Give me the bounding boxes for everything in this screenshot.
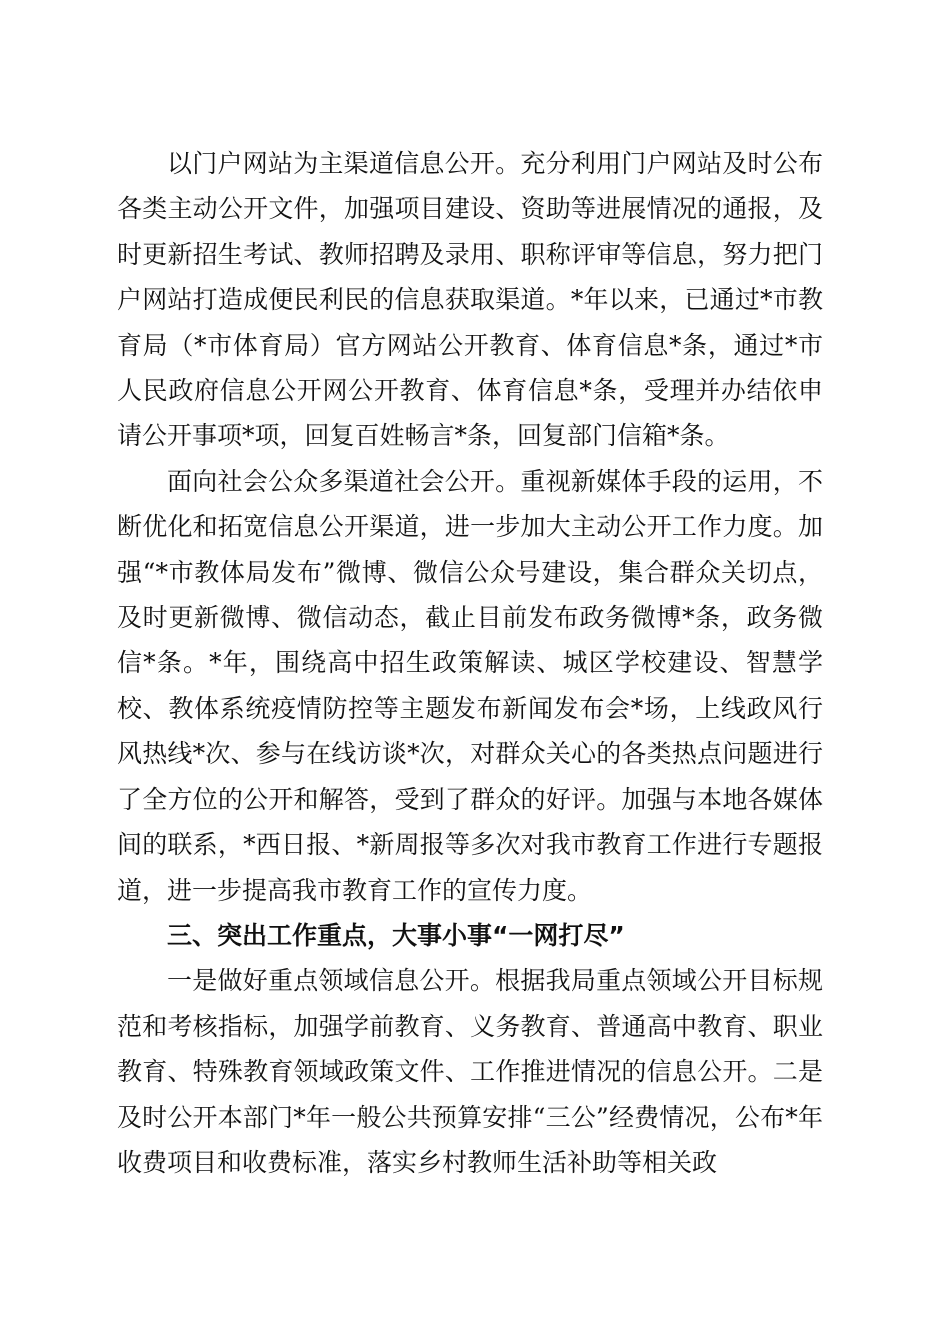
paragraph-portal-disclosure: 以门户网站为主渠道信息公开。充分利用门户网站及时公布各类主动公开文件，加强项目建设、资助等进展情况的通报，及时更新招生考试、教师招聘及录用、职称评审等信息，努力把门户网站打造成便民利民的信息获取渠道。*年以来，已通过*市教育局（*市体育局）官方网站公开教育、体育信息*条，通过*市人民政府信息公开网公开教育、体育信息*条，受理并办结依申请公开事项*项，回复百姓畅言*条，回复部门信箱*条。 <box>117 149 823 451</box>
document-page <box>117 141 823 1185</box>
paragraph-social-disclosure: 面向社会公众多渠道社会公开。重视新媒体手段的运用，不断优化和拓宽信息公开渠道，进一步加大主动公开工作力度。加强“*市教体局发布”微博、微信公众号建设，集合群众关切点，及时更新微博、微信动态，截止目前发布政务微博*条，政务微信*条。*年，围绕高中招生政策解读、城区学校建设、智慧学校、教体系统疫情防控等主题发布新闻发布会*场，上线政风行风热线*次、参与在线访谈*次，对群众关心的各类热点问题进行了全方位的公开和解答，受到了群众的好评。加强与本地各媒体间的联系，*西日报、*新周报等多次对我市教育工作进行专题报道，进一步提高我市教育工作的宣传力度。 <box>117 466 823 905</box>
paragraph-key-areas: 一是做好重点领域信息公开。根据我局重点领域公开目标规范和考核指标，加强学前教育、义务教育、普通高中教育、职业教育、特殊教育领域政策文件、工作推进情况的信息公开。二是及时公开本部门*年一般公共预算安排“三公”经费情况，公布*年收费项目和收费标准，落实乡村教师生活补助等相关政 <box>117 966 823 1177</box>
section-heading-three: 三、突出工作重点，大事小事“一网打尽” <box>167 920 625 950</box>
